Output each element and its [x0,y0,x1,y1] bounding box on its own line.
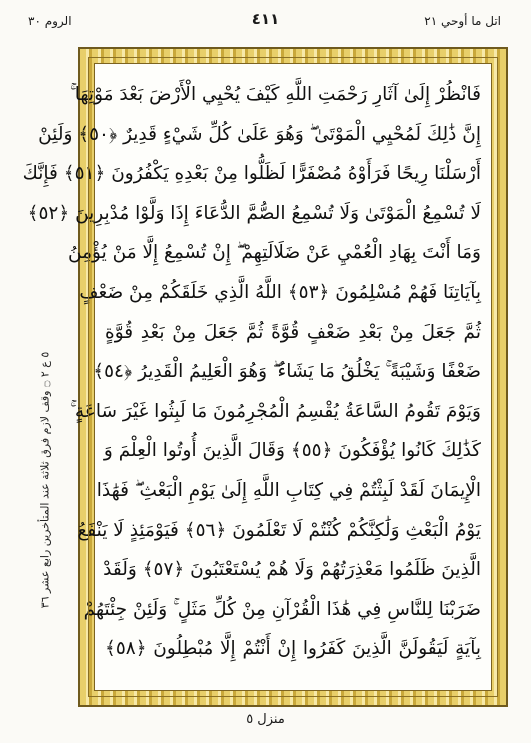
verse-line: لَا تُسْمِعُ الْمَوْتَىٰ وَلَا تُسْمِعُ الصُّمَّ الدُّعَاءَ إِذَا وَلَّوْا مُدْبِرِينَ ﴿٥٢﴾ [27,202,481,224]
verse-line: يَوْمُ الْبَعْثِ وَلَٰكِنَّكُمْ كُنْتُمْ لَا تَعْلَمُونَ ﴿٥٦﴾ فَيَوْمَئِذٍ لَا يَنْفَعُ [77,519,481,541]
page-header-surah-juz: اتل ما أوحي ٢١ [424,14,501,28]
verse-line: بِآيَةٍ لَيَقُولَنَّ الَّذِينَ كَفَرُوا إِنْ أَنْتُمْ إِلَّا مُبْطِلُونَ ﴿٥٨﴾ [105,638,481,660]
verse-line: كَذَٰلِكَ كَانُوا يُؤْفَكُونَ ﴿٥٥﴾ وَقَالَ الَّذِينَ أُوتُوا الْعِلْمَ وَ [103,440,481,462]
manzil-footer: منزل ٥ [246,712,285,727]
verse-line: ضَعْفًا وَشَيْبَةً ۚ يَخْلُقُ مَا يَشَاءُ ۖ وَهُوَ الْعَلِيمُ الْقَدِيرُ ﴿٥٤﴾ [93,361,481,383]
margin-note [34,250,56,710]
verse-line: بِآيَاتِنَا فَهُمْ مُسْلِمُونَ ﴿٥٣﴾ اللَّهُ الَّذِي خَلَقَكُمْ مِنْ ضَعْفٍ [79,282,481,303]
verse-line: وَمَا أَنْتَ بِهَادِ الْعُمْيِ عَنْ ضَلَالَتِهِمْ ۖ إِنْ تُسْمِعُ إِلَّا مَنْ يُؤْمِنُ [68,242,481,264]
verse-line: أَرْسَلْنَا رِيحًا فَرَأَوْهُ مُصْفَرًّا لَظَلُّوا مِنْ بَعْدِهِ يَكْفُرُونَ ﴿٥١﴾ فَإِنَّكَ [22,163,481,185]
page-number: ٤١١ [251,10,280,28]
verse-line: الْإِيمَانَ لَقَدْ لَبِثْتُمْ فِي كِتَابِ اللَّهِ إِلَىٰ يَوْمِ الْبَعْثِ ۖ فَهَٰذَا [96,480,481,501]
page-header-surah-name: الروم ٣٠ [28,14,72,28]
verse-line: ثُمَّ جَعَلَ مِنْ بَعْدِ ضَعْفٍ قُوَّةً ثُمَّ جَعَلَ مِنْ بَعْدِ قُوَّةٍ [105,321,481,343]
margin-note-text: ٥ ع ٢ ۝ وقف لازم فرق ثلاثة عند المتأخرين رابع عشر ٣٦ [38,351,52,609]
verse-line: الَّذِينَ ظَلَمُوا مَعْذِرَتُهُمْ وَلَا هُمْ يُسْتَعْتَبُونَ ﴿٥٧﴾ وَلَقَدْ [103,559,481,581]
verse-line: وَيَوْمَ تَقُومُ السَّاعَةُ يُقْسِمُ الْمُجْرِمُونَ مَا لَبِثُوا غَيْرَ سَاعَةٍ ۚ [70,400,481,422]
verse-line: إِنَّ ذَٰلِكَ لَمُحْيِي الْمَوْتَىٰ ۖ وَهُوَ عَلَىٰ كُلِّ شَيْءٍ قَدِيرٌ ﴿٥٠﴾ وَلَئِنْ [38,123,481,145]
verse-line: ضَرَبْنَا لِلنَّاسِ فِي هَٰذَا الْقُرْآنِ مِنْ كُلِّ مَثَلٍ ۚ وَلَئِنْ جِئْتَهُمْ [83,598,481,620]
verse-line: فَانْظُرْ إِلَىٰ آثَارِ رَحْمَتِ اللَّهِ كَيْفَ يُحْيِي الْأَرْضَ بَعْدَ مَوْتِهَا ۚ [70,84,481,105]
